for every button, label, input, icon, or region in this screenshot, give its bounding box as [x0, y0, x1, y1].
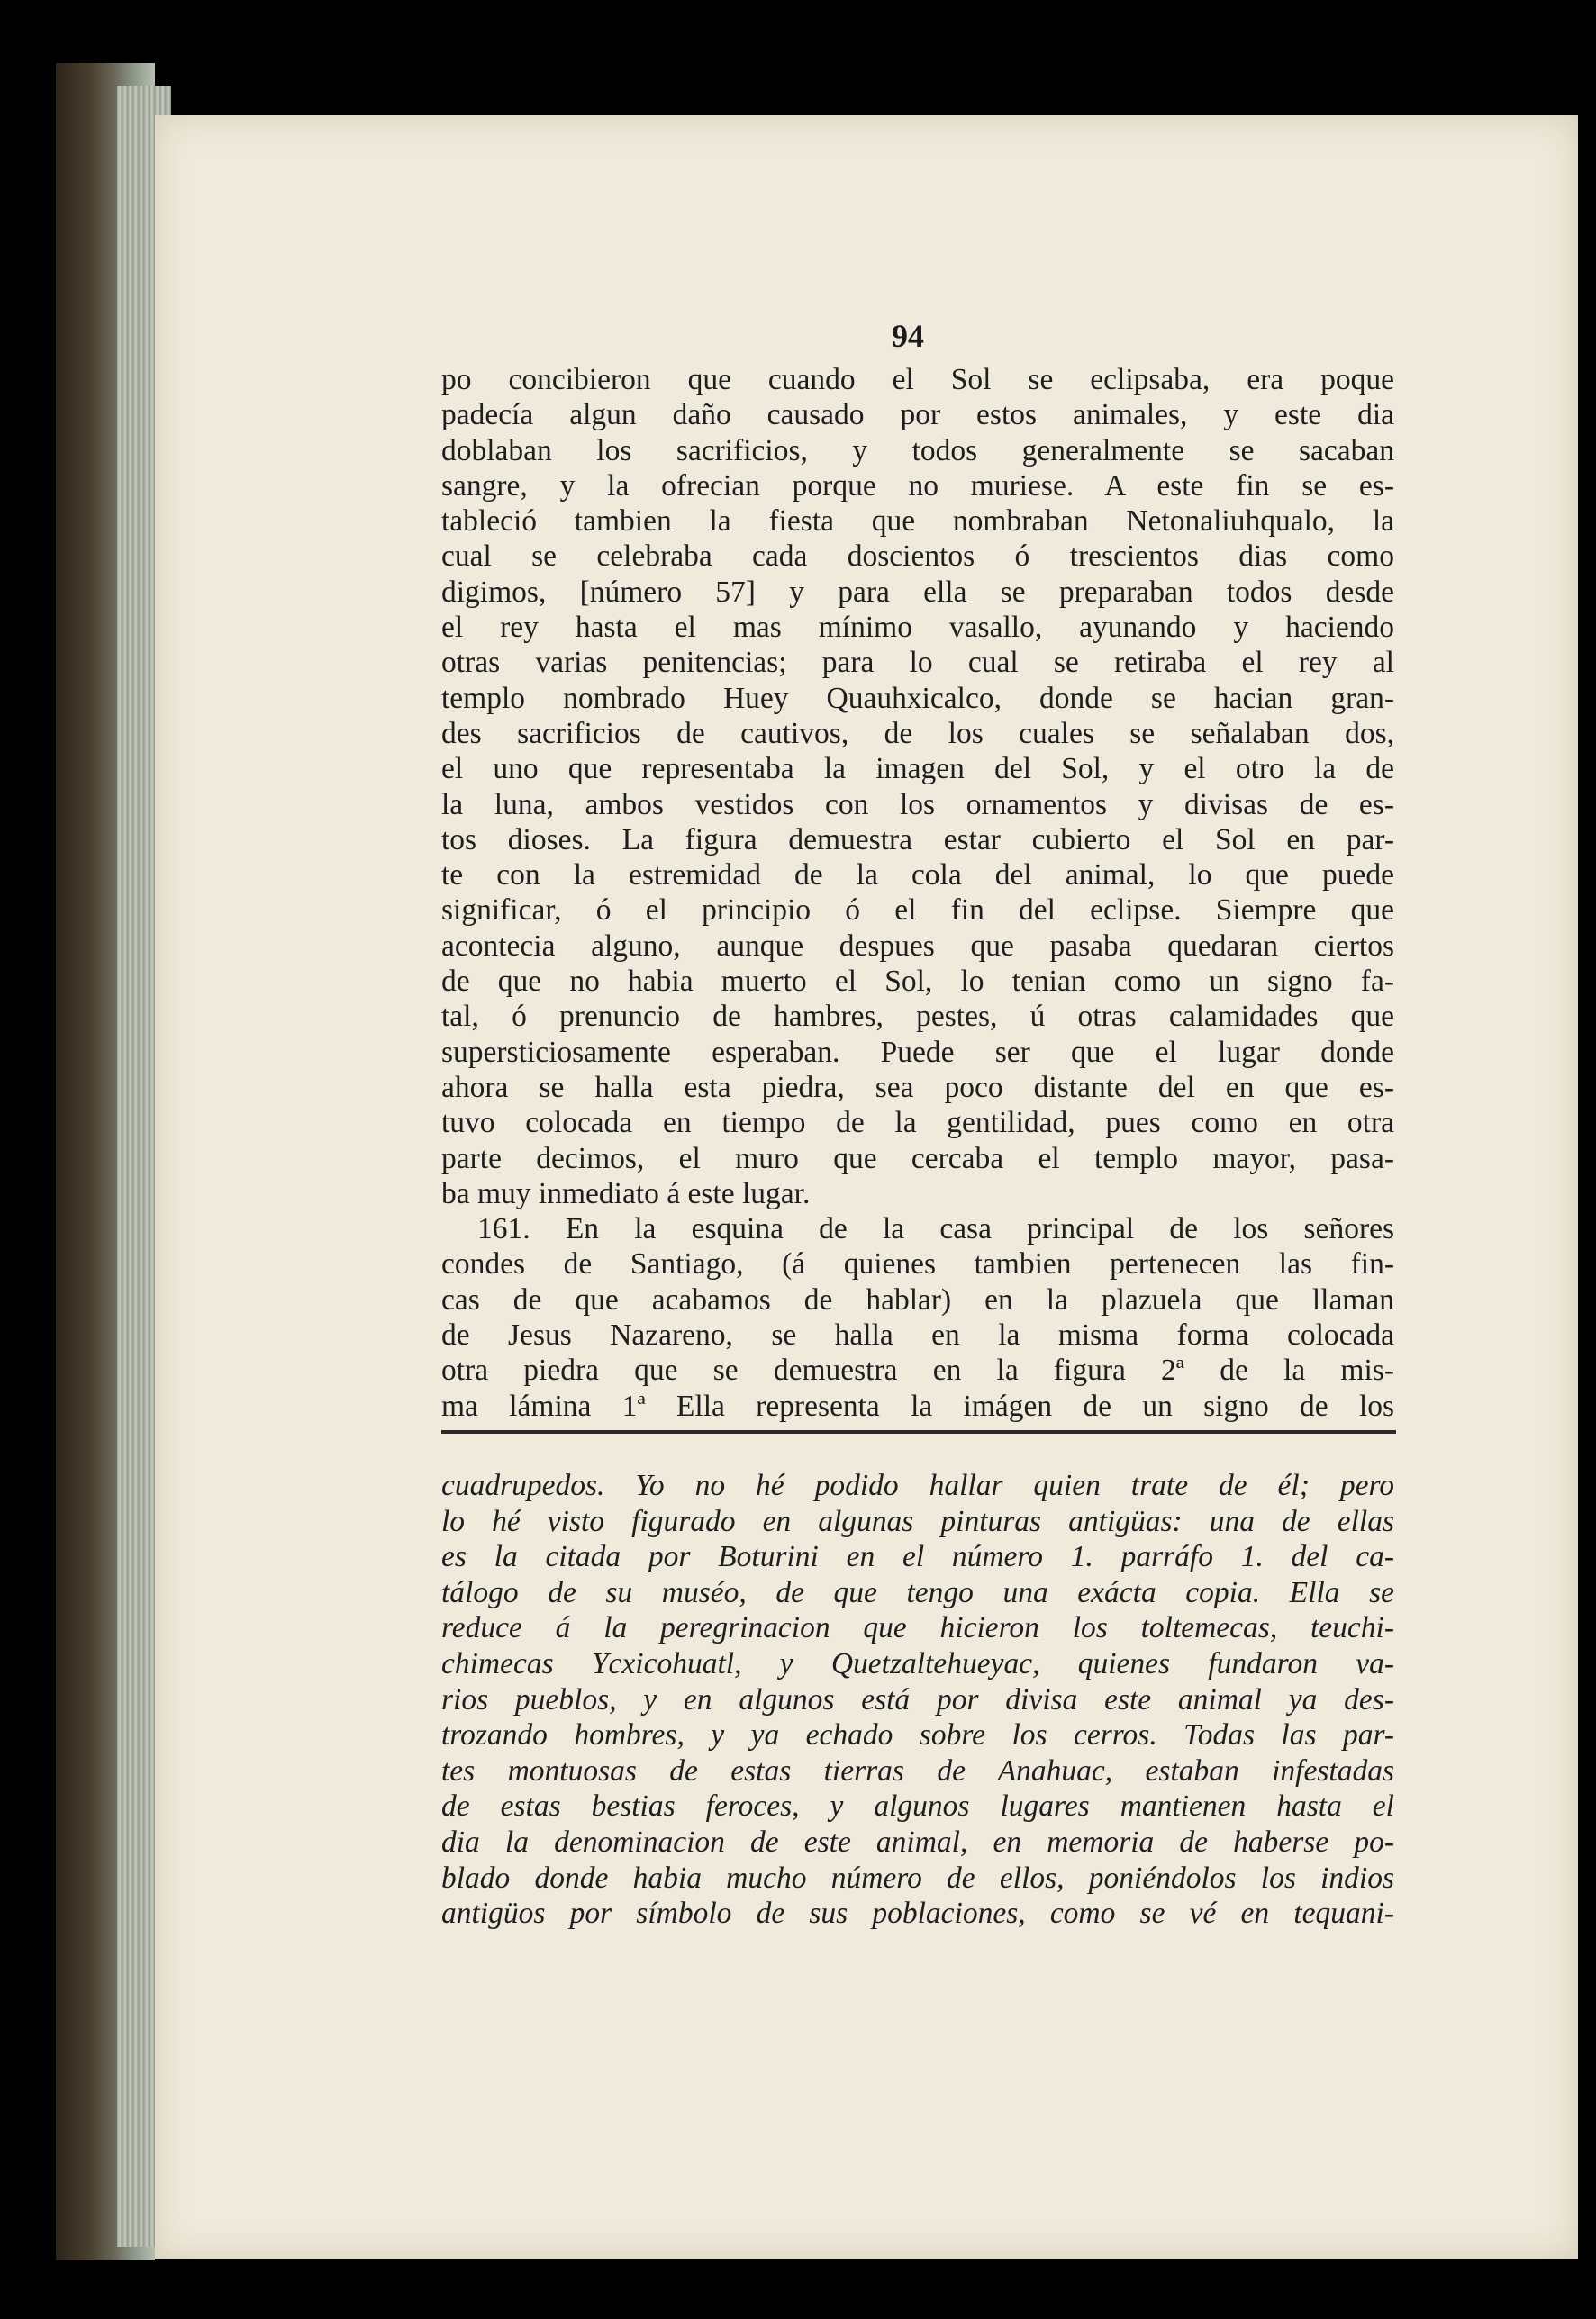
footnote-line: dia la denominacion de este animal, en memoria de haberse po-: [441, 1825, 1394, 1859]
main-line: significar, ó el principio ó el fin del eclipse. Siempre que: [441, 893, 1394, 928]
footnote-line: es la citada por Boturini en el número 1. parráfo 1. del ca-: [441, 1540, 1394, 1574]
main-line: otras varias penitencias; para lo cual se retiraba el rey al: [441, 646, 1394, 680]
main-line: cual se celebraba cada doscientos ó trescientos dias como: [441, 539, 1394, 574]
main-line: tableció tambien la fiesta que nombraban Netonaliuhqualo, la: [441, 504, 1394, 539]
main-line: doblaban los sacrificios, y todos generalmente se sacaban: [441, 433, 1394, 467]
main-line: tal, ó prenuncio de hambres, pestes, ú otras calamidades que: [441, 1000, 1394, 1034]
main-line: 161. En la esquina de la casa principal de los señores: [477, 1212, 1394, 1246]
main-line: ahora se halla esta piedra, sea poco distante del en que es-: [441, 1070, 1394, 1104]
main-line: el uno que representaba la imagen del Sol, y el otro la de: [441, 752, 1394, 786]
footnote-line: cuadrupedos. Yo no hé podido hallar quien trate de él; pero: [441, 1469, 1394, 1502]
main-line: tos dioses. La figura demuestra estar cubierto el Sol en par-: [441, 822, 1394, 856]
footnote-block: [441, 1468, 1394, 1932]
main-line: ma lámina 1ª Ella representa la imágen de un signo de los: [441, 1389, 1394, 1423]
main-line: digimos, [número 57] y para ella se preparaban todos desde: [441, 575, 1394, 609]
main-line: te con la estremidad de la cola del animal, lo que puede: [441, 858, 1394, 892]
footnote-line: de estas bestias feroces, y algunos lugares mantienen hasta el: [441, 1789, 1394, 1824]
page-number: 94: [892, 318, 924, 354]
footnote-line: reduce á la peregrinacion que hicieron los toltemecas, teuchi-: [441, 1611, 1394, 1645]
main-line: el rey hasta el mas mínimo vasallo, ayunando y haciendo: [441, 611, 1394, 645]
main-line: condes de Santiago, (á quienes tambien pertenecen las fin-: [441, 1247, 1394, 1282]
footnote-divider: [441, 1430, 1396, 1434]
footnote-line: blado donde habia mucho número de ellos, poniéndolos los indios: [441, 1861, 1394, 1895]
main-line: de Jesus Nazareno, se halla en la misma forma colocada: [441, 1318, 1394, 1353]
main-line: cas de que acabamos de hablar) en la plazuela que llaman: [441, 1282, 1394, 1317]
main-line: acontecia alguno, aunque despues que pasaba quedaran ciertos: [441, 929, 1394, 963]
main-line: otra piedra que se demuestra en la figura 2ª de la mis-: [441, 1354, 1394, 1388]
footnote-line: tes montuosas de estas tierras de Anahuac, estaban infestadas: [441, 1753, 1394, 1788]
main-line: templo nombrado Huey Quauhxicalco, donde se hacian gran-: [441, 681, 1394, 715]
main-line: po concibieron que cuando el Sol se eclipsaba, era poque: [441, 363, 1394, 396]
footnote-line: rios pueblos, y en algunos está por divisa este animal ya des-: [441, 1682, 1394, 1717]
main-line: des sacrificios de cautivos, de los cuales se señalaban dos,: [441, 716, 1394, 750]
main-text-block: [441, 362, 1394, 1424]
footnote-line: trozando hombres, y ya echado sobre los cerros. Todas las par-: [441, 1718, 1394, 1753]
main-line: parte decimos, el muro que cercaba el templo mayor, pasa-: [441, 1141, 1394, 1175]
main-line: ba muy inmediato á este lugar.: [441, 1176, 811, 1210]
main-line: de que no habia muerto el Sol, lo tenian como un signo fa-: [441, 965, 1394, 999]
footnote-line: lo hé visto figurado en algunas pinturas antigüas: una de ellas: [441, 1504, 1394, 1538]
footnote-line: chimecas Ycxicohuatl, y Quetzaltehueyac, quienes fundaron va-: [441, 1646, 1394, 1680]
footnote-line: antigüos por símbolo de sus poblaciones, como se vé en tequani-: [441, 1897, 1394, 1931]
footnote-line: tálogo de su muséo, de que tengo una exácta copia. Ella se: [441, 1575, 1394, 1609]
main-line: sangre, y la ofrecian porque no muriese. A este fin se es-: [441, 468, 1394, 503]
main-line: padecía algun daño causado por estos animales, y este dia: [441, 398, 1394, 432]
main-line: tuvo colocada en tiempo de la gentilidad, pues como en otra: [441, 1106, 1394, 1140]
main-line: la luna, ambos vestidos con los ornamentos y divisas de es-: [441, 787, 1394, 821]
main-line: supersticiosamente esperaban. Puede ser que el lugar donde: [441, 1035, 1394, 1069]
